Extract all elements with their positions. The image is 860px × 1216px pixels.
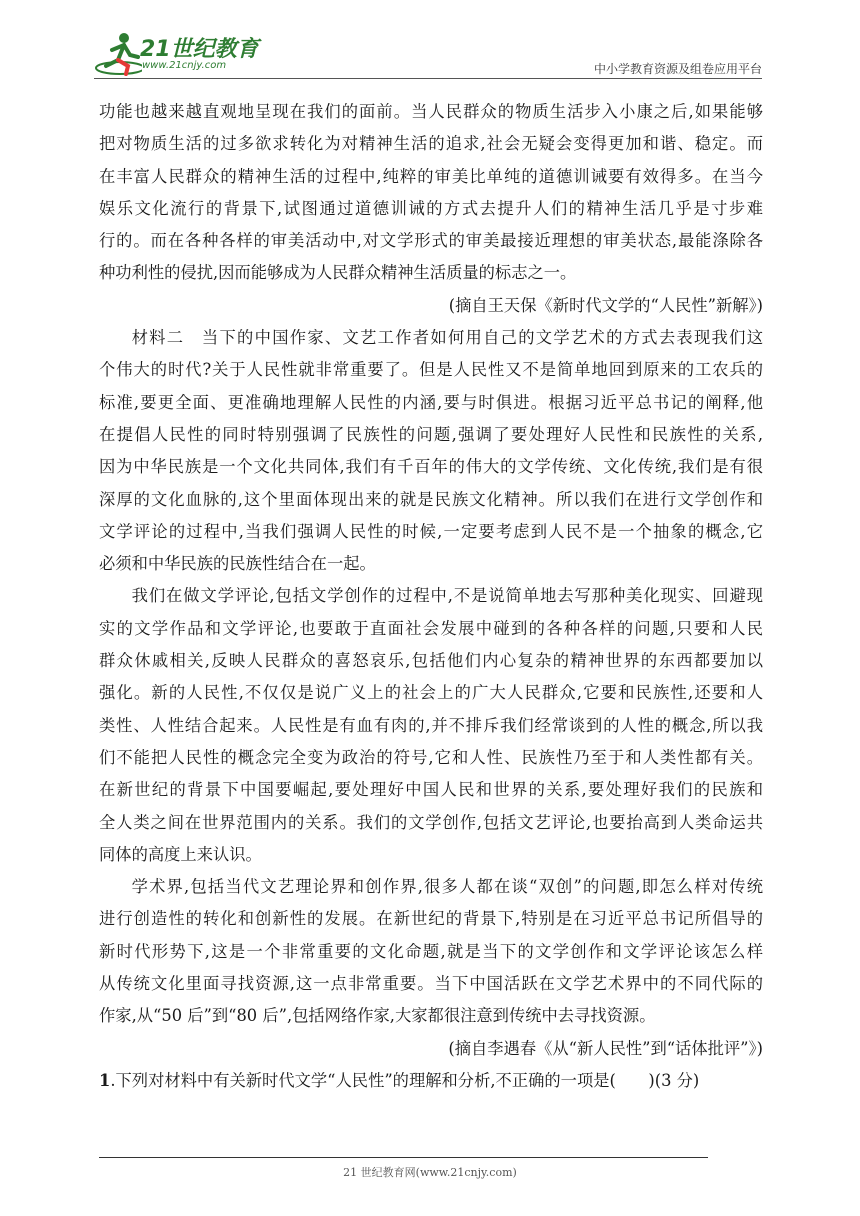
text-line: 进行创造性的转化和创新性的发展。在新世纪的背景下,特别是在习近平总书记所倡导的 [99,909,763,929]
text-line: 行的。而在各种各样的审美活动中,对文学形式的审美最接近理想的审美状态,最能涤除各 [99,231,763,251]
text-line: 必须和中华民族的民族性结合在一起。 [99,554,376,574]
text-line: 从传统文化里面寻找资源,这一点非常重要。当下中国活跃在文学艺术界中的不同代际的 [99,974,763,994]
text-line: 实的文学作品和文学评论,也要敢于直面社会发展中碰到的各种各样的问题,只要和人民 [99,618,763,638]
text-line: 个伟大的时代?关于人民性就非常重要了。但是人民性又不是简单地回到原来的工农兵的 [99,360,763,380]
text-line: 功能也越来越直观地呈现在我们的面前。当人民群众的物质生活步入小康之后,如果能够 [99,102,763,121]
page-footer: 21 世纪教育网(www.21cnjy.com) [343,1166,517,1179]
logo-text: 21世纪教育 [140,37,259,62]
text-line: 们不能把人民性的概念完全变为政治的符号,它和人性、民族性乃至于和人类性都有关。 [99,747,763,767]
paragraph-1 [99,96,763,290]
text-line: 标准,要更全面、更准确地理解人民性的内涵,要与时俱进。根据习近平总书记的阐释,他 [99,392,763,412]
text-line: 新时代形势下,这是一个非常重要的文化命题,就是当下的文学创作和文学评论该怎么样 [99,941,763,961]
question-1 [99,1065,763,1097]
text-line: 文学评论的过程中,当我们强调人民性的时候,一定要考虑到人民不是一个抽象的概念,它 [99,521,763,541]
text-line: 在新世纪的背景下中国要崛起,要处理好中国人民和世界的关系,要处理好我们的民族和 [99,780,763,800]
platform-name: 中小学教育资源及组卷应用平台 [593,62,762,76]
text-line: 深厚的文化血脉的,这个里面体现出来的就是民族文化精神。所以我们在进行文学创作和 [99,489,763,509]
source-citation-1: (摘自王天保《新时代文学的“人民性”新解》) [448,295,763,315]
article-body [99,96,763,1097]
text-line: 在提倡人民性的同时特别强调了民族性的问题,强调了要处理好人民性和民族性的关系, [99,424,763,444]
site-logo [94,28,264,80]
text-line: 在丰富人民群众的精神生活的过程中,纯粹的审美比单纯的道德训诫要有效得多。在当今 [99,166,763,186]
text-line: 学术界,包括当代文艺理论界和创作界,很多人都在谈“双创”的问题,即怎么样对传统 [131,877,763,897]
text-line: 材料二 当下的中国作家、文艺工作者如何用自己的文学艺术的方式去表现我们这 [131,328,763,348]
footer-divider [99,1157,708,1158]
text-line: 全人类之间在世界范围内的关系。我们的文学创作,包括文艺评论,也要抬高到人类命运共 [99,812,763,832]
question-number: 1 [99,1070,111,1090]
header-divider [94,78,762,79]
paragraph-3 [99,580,763,871]
text-line: 种功利性的侵扰,因而能够成为人民群众精神生活质量的标志之一。 [99,263,577,283]
text-line: 类性、人性结合起来。人民性是有血有肉的,并不排斥我们经常谈到的人性的概念,所以我 [99,715,763,735]
source-citation-2: (摘自李遇春《从“新人民性”到“话体批评”》) [448,1038,763,1058]
text-line: 作家,从“50 后”到“80 后”,包括网络作家,大家都很注意到传统中去寻找资源。 [99,1006,656,1026]
text-line: 因为中华民族是一个文化共同体,我们有千百年的伟大的文学传统、文化传统,我们是有很 [99,457,763,477]
paragraph-2 [99,322,763,580]
question-text: .下列对材料中有关新时代文学“人民性”的理解和分析,不正确的一项是( )(3 分) [110,1070,700,1090]
page-header [94,28,762,80]
text-line: 同体的高度上来认识。 [99,844,262,864]
paragraph-4 [99,871,763,1032]
text-line: 强化。新的人民性,不仅仅是说广义上的社会上的广大人民群众,它要和民族性,还要和人 [99,683,763,703]
text-line: 群众休戚相关,反映人民群众的喜怒哀乐,包括他们内心复杂的精神世界的东西都要加以 [99,651,763,671]
text-line: 娱乐文化流行的背景下,试图通过道德训诫的方式去提升人们的精神生活几乎是寸步难 [99,198,763,218]
text-line: 把对物质生活的过多欲求转化为对精神生活的追求,社会无疑会变得更加和谐、稳定。而 [99,134,763,154]
runner-logo-icon [94,28,142,80]
logo-url: www.21cnjy.com [142,60,227,71]
text-line: 我们在做文学评论,包括文学创作的过程中,不是说简单地去写那种美化现实、回避现 [131,586,763,606]
